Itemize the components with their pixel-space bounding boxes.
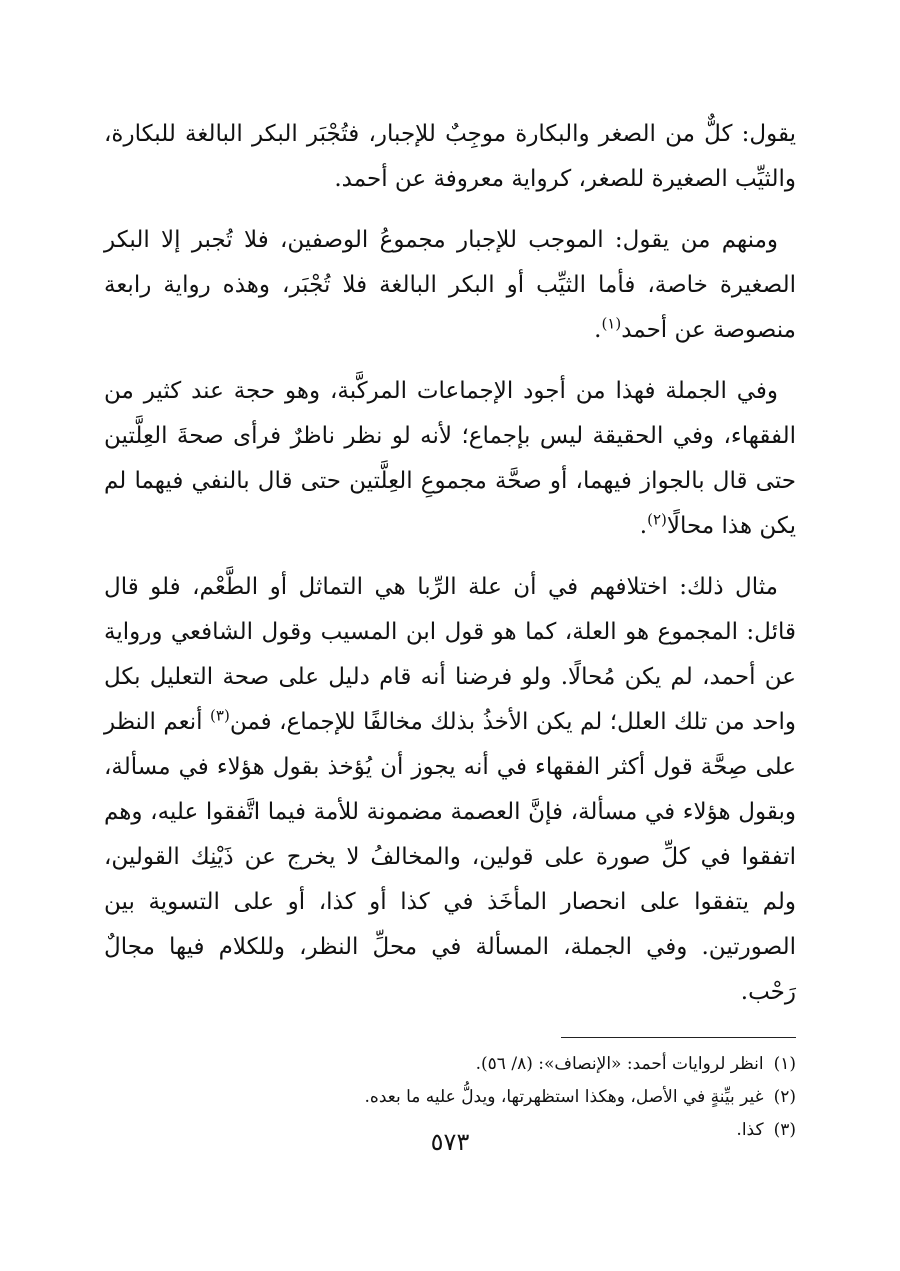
body-paragraph — [104, 565, 796, 1015]
paragraph-text: مثال ذلك: اختلافهم في أن علة الرِّبا هي التماثل أو الطَّعْم، فلو قال قائل: المجموع هو العلة، كما هو قول ابن المسيب وقول الشافعي ورواية عن أحمد، لم يكن مُحالًا. ولو فرضنا أنه قام دليل على صحة التعليل بكل واحد من تلك العلل؛ لم يكن الأخذُ بذلك مخالفًا للإجماع، فمن — [104, 574, 797, 735]
body-paragraph — [104, 112, 796, 202]
footnote-text: غير بيِّنةٍ في الأصل، وهكذا استظهرتها، ويدلُّ عليه ما بعده. — [364, 1087, 764, 1107]
footnote-number: (٢) — [773, 1087, 796, 1107]
body-paragraph — [104, 369, 796, 549]
page-content — [104, 112, 796, 1147]
footnote-reference[interactable]: (١) — [601, 314, 622, 333]
paragraph-text: وفي الجملة فهذا من أجود الإجماعات المركَّبة، وهو حجة عند كثير من الفقهاء، وفي الحقيقة ليس بإجماع؛ لأنه لو نظر ناظرٌ فرأى صحةَ العِلَّتين حتى قال بالجواز فيهما، أو صحَّة مجموعِ العِلَّتين حتى قال بالنفي فيهما لم يكن هذا محالًا — [104, 378, 796, 539]
footnote-reference[interactable]: (٣) — [210, 706, 230, 725]
footnote-item — [104, 1048, 796, 1081]
footnote-divider — [561, 1037, 796, 1038]
paragraph-end: . — [639, 513, 648, 539]
paragraph-end: . — [594, 317, 602, 343]
paragraph-text: يقول: كلٌّ من الصغر والبكارة موجِبٌ للإجبار، فتُجْبَر البكر البالغة للبكارة، والثيِّب الصغيرة للصغر، كرواية معروفة عن أحمد. — [104, 121, 796, 192]
footnote-number: (٣) — [773, 1120, 796, 1140]
page-number: ٥٧٣ — [430, 1128, 470, 1156]
footnote-item — [104, 1081, 796, 1114]
footnote-text: كذا. — [736, 1120, 764, 1140]
paragraph-text: ومنهم من يقول: الموجب للإجبار مجموعُ الوصفين، فلا تُجبر إلا البكر الصغيرة خاصة، فأما الثيِّب أو البكر البالغة فلا تُجْبَر، وهذه رواية رابعة منصوصة عن أحمد — [104, 227, 796, 343]
footnote-number: (١) — [773, 1054, 796, 1074]
footnote-reference[interactable]: (٢) — [647, 510, 667, 529]
paragraph-text: أنعم النظر على صِحَّة قول أكثر الفقهاء في أنه يجوز أن يُؤخذ بقول هؤلاء في مسألة، وبقول هؤلاء في مسألة، فإنَّ العصمة مضمونة للأمة فيما اتَّفقوا عليه، وهم اتفقوا في كلِّ صورة على قولين، والمخالفُ لا يخرج عن ذَيْنِك القولين، ولم يتفقوا على انحصار المأخَذ في كذا أو كذا، أو على التسوية بين الصورتين. وفي الجملة، المسألة في محلِّ النظر، وللكلام فيها مجالٌ رَحْب. — [104, 709, 796, 1005]
footnote-text: انظر لروايات أحمد: «الإنصاف»: (٨/ ٥٦). — [475, 1054, 764, 1074]
body-paragraph — [104, 218, 796, 353]
